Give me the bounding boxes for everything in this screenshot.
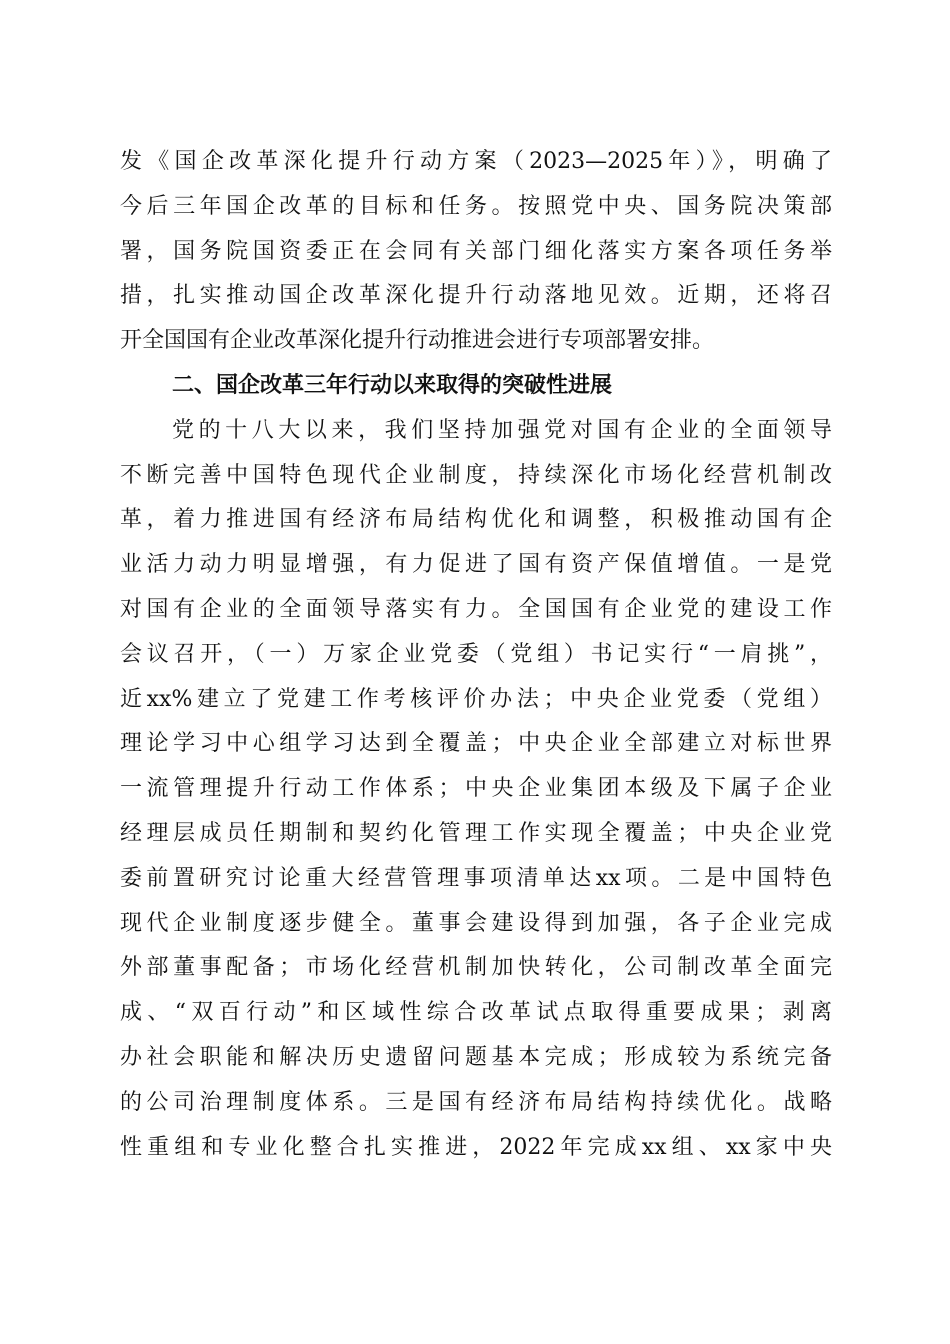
paragraph-line: 业活力动力明显增强，有力促进了国有资产保值增值。一是党 (120, 552, 832, 578)
paragraph-line: 理论学习中心组学习达到全覆盖；中央企业全部建立对标世界 (120, 731, 832, 757)
paragraph-line: 办社会职能和解决历史遗留问题基本完成；形成较为系统完备 (120, 1044, 832, 1070)
paragraph-line: 的公司治理制度体系。三是国有经济布局结构持续优化。战略 (120, 1089, 832, 1115)
paragraph-line: 发《国企改革深化提升行动方案（2023—2025年）》，明确了 (120, 149, 832, 174)
paragraph-line: 外部董事配备；市场化经营机制加快转化，公司制改革全面完 (120, 955, 832, 981)
paragraph-line: 会议召开，（一）万家企业党委（党组）书记实行“一肩挑”， (120, 641, 832, 667)
paragraph-line: 开全国国有企业改革深化提升行动推进会进行专项部署安排。 (120, 328, 715, 354)
paragraph-line: 署，国务院国资委正在会同有关部门细化落实方案各项任务举 (120, 238, 832, 264)
paragraph-line: 经理层成员任期制和契约化管理工作实现全覆盖；中央企业党 (120, 820, 832, 846)
paragraph-line: 性重组和专业化整合扎实推进，2022年完成xx组、xx家中央 (120, 1134, 832, 1160)
body-text (120, 140, 832, 1170)
paragraph-line: 今后三年国企改革的目标和任务。按照党中央、国务院决策部 (120, 193, 832, 219)
paragraph-line: 成、“双百行动”和区域性综合改革试点取得重要成果；剥离 (120, 1000, 832, 1026)
paragraph-line: 措，扎实推动国企改革深化提升行动落地见效。近期，还将召 (120, 283, 832, 309)
section-heading: 二、国企改革三年行动以来取得的突破性进展 (172, 372, 613, 398)
paragraph-line: 党的十八大以来，我们坚持加强党对国有企业的全面领导 (172, 417, 832, 443)
paragraph-line: 对国有企业的全面领导落实有力。全国国有企业党的建设工作 (120, 596, 832, 622)
paragraph-line: 一流管理提升行动工作体系；中央企业集团本级及下属子企业 (120, 776, 832, 802)
paragraph-line: 近xx%建立了党建工作考核评价办法；中央企业党委（党组） (120, 686, 832, 712)
paragraph-line: 革，着力推进国有经济布局结构优化和调整，积极推动国有企 (120, 507, 832, 533)
paragraph-line: 委前置研究讨论重大经营管理事项清单达xx项。二是中国特色 (120, 865, 832, 891)
paragraph-line: 不断完善中国特色现代企业制度，持续深化市场化经营机制改 (120, 462, 832, 488)
paragraph-line: 现代企业制度逐步健全。董事会建设得到加强，各子企业完成 (120, 910, 832, 936)
